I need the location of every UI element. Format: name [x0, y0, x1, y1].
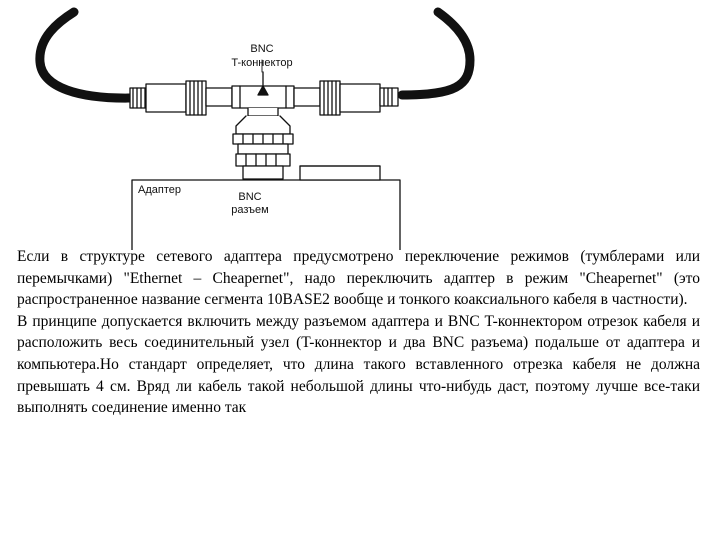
t-connector-label-line2: T-коннектор	[231, 57, 293, 69]
paragraph-2: В принципе допускается включить между разъемом адаптера и BNC T-коннектором отрезок кабеля и расположить весь соединительный узел (T-коннектор и два BNC разъема) подальше от адаптера и компьютера.Но стандарт определяет, что длина такого вставленного отрезка кабеля не должна превышать 4 см. Вряд ли кабель такой небольшой длины что-нибудь даст, поэтому лучше все-таки выполнять соединение именно так	[17, 312, 700, 417]
t-connector-stem	[233, 116, 293, 179]
t-connector-label-line1: BNC	[250, 43, 274, 55]
adapter-label: Адаптер	[138, 184, 181, 196]
socket-label-line2: разъем	[231, 204, 269, 216]
paragraph-1: Если в структуре сетевого адаптера предусмотрено переключение режимов (тумблерами или перемычками) "Ethernet – Cheapernet", надо переключить адаптер в режим "Cheapernet" (это распространенное название сегмента 10BASE2 вообще и тонкого коаксиального кабеля в частности).	[17, 248, 700, 309]
socket-label-line1: BNC	[238, 191, 262, 203]
left-cable	[40, 12, 132, 98]
t-connector-body	[232, 72, 294, 116]
right-connector-plug	[294, 81, 398, 115]
left-connector-plug	[130, 81, 232, 115]
right-cable	[402, 12, 470, 95]
body-text	[17, 246, 700, 419]
bnc-t-connector-diagram	[0, 0, 720, 250]
